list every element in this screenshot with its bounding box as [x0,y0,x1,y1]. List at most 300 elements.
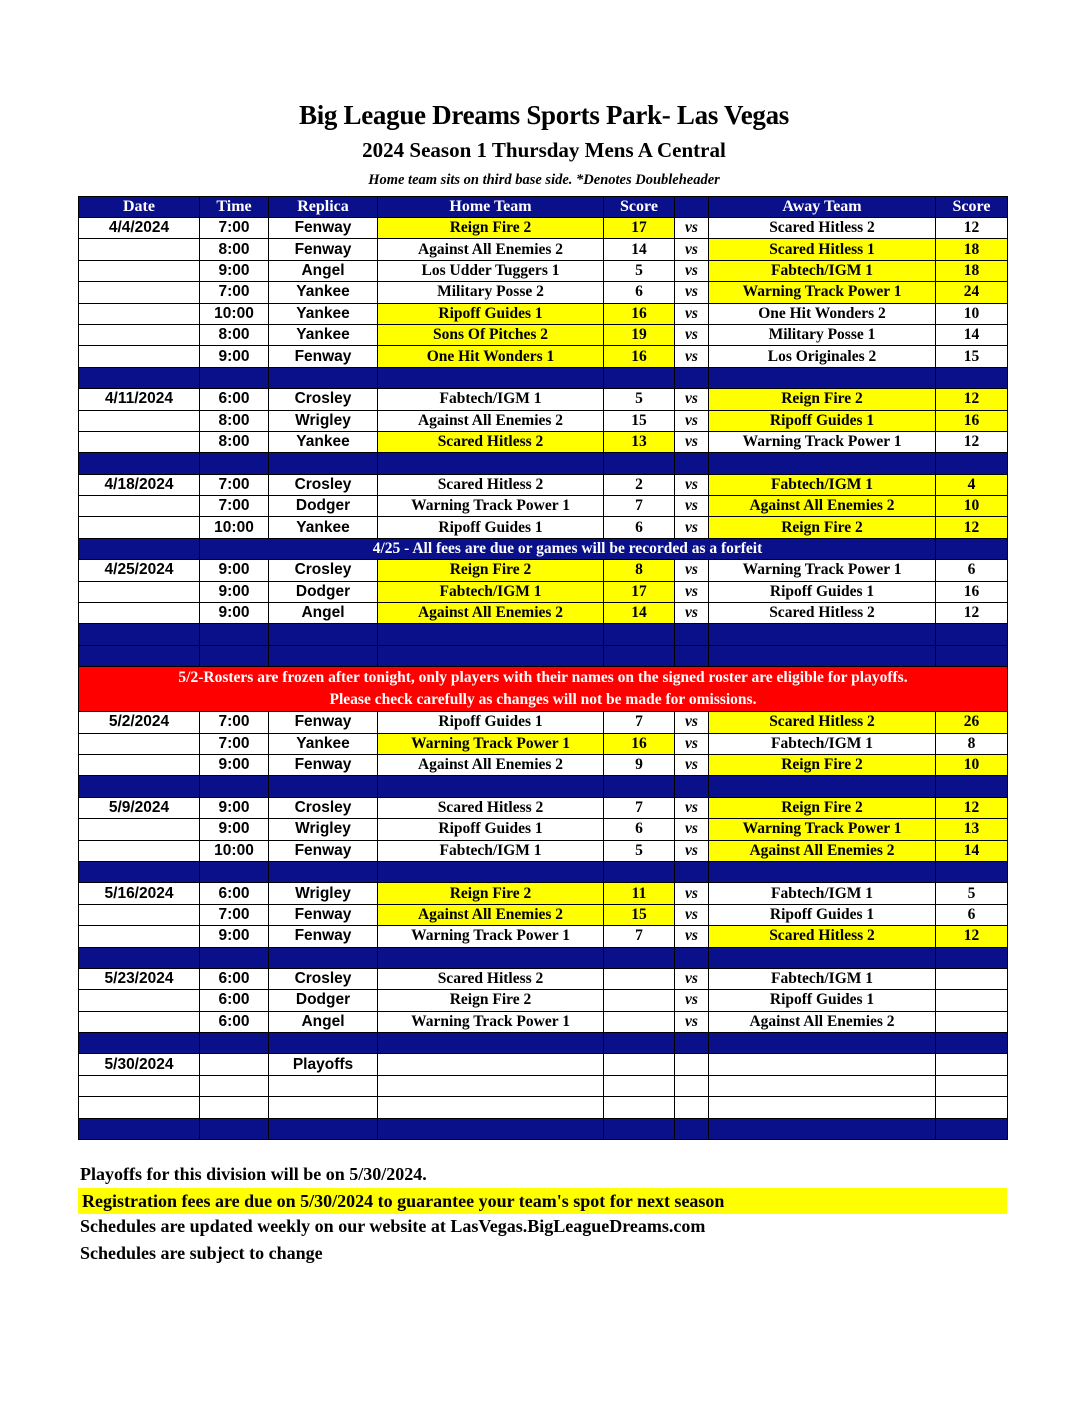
separator-cell [604,947,675,968]
home-score: 14 [604,603,675,624]
game-time: 9:00 [200,754,269,775]
game-field: Crosley [269,560,378,581]
week-separator-row [79,645,1008,666]
separator-cell [200,645,269,666]
vs-label [675,1097,709,1118]
separator-cell [378,367,604,388]
separator-cell [936,1033,1008,1054]
notice-blank-cell [79,538,200,559]
vs-label [675,1054,709,1075]
home-team [378,1054,604,1075]
col-header-date: Date [79,197,200,218]
footer-change-note: Schedules are subject to change [80,1243,323,1263]
home-team: One Hit Wonders 1 [378,346,604,367]
vs-label: vs [675,712,709,733]
game-date: 5/9/2024 [79,797,200,818]
game-date: 4/4/2024 [79,218,200,239]
separator-cell [269,1118,378,1139]
col-header-home-score: Score [604,197,675,218]
away-team [709,1075,936,1096]
game-field: Yankee [269,324,378,345]
separator-cell [675,947,709,968]
fees-notice-row [79,538,1008,559]
home-score: 16 [604,303,675,324]
away-team: Scared Hitless 2 [709,712,936,733]
home-team: Warning Track Power 1 [378,926,604,947]
away-team: Scared Hitless 2 [709,603,936,624]
game-date [79,926,200,947]
separator-cell [378,861,604,882]
game-row [79,431,1008,452]
away-team: Los Originales 2 [709,346,936,367]
game-row [79,1054,1008,1075]
game-field: Yankee [269,431,378,452]
separator-cell [709,624,936,645]
game-row [79,560,1008,581]
separator-cell [79,367,200,388]
game-field: Fenway [269,239,378,260]
away-team [709,1054,936,1075]
game-row [79,389,1008,410]
fees-notice: 4/25 - All fees are due or games will be recorded as a forfeit [200,538,936,559]
vs-label: vs [675,754,709,775]
home-score: 5 [604,389,675,410]
away-team [709,1097,936,1118]
game-date: 5/16/2024 [79,883,200,904]
away-team: Fabtech/IGM 1 [709,733,936,754]
game-row [79,282,1008,303]
game-time: 9:00 [200,560,269,581]
vs-label: vs [675,1011,709,1032]
game-row [79,346,1008,367]
separator-cell [675,453,709,474]
vs-label: vs [675,218,709,239]
week-separator-row [79,1118,1008,1139]
separator-cell [936,645,1008,666]
home-team: Ripoff Guides 1 [378,819,604,840]
footer-website-note: Schedules are updated weekly on our website at LasVegas.BigLeagueDreams.com [80,1216,706,1236]
game-row [79,904,1008,925]
home-score: 15 [604,410,675,431]
separator-cell [79,645,200,666]
week-separator-row [79,1033,1008,1054]
vs-label: vs [675,904,709,925]
separator-cell [200,624,269,645]
page-subtitle: 2024 Season 1 Thursday Mens A Central [362,138,726,162]
away-score: 6 [936,904,1008,925]
game-field: Fenway [269,840,378,861]
away-team: Reign Fire 2 [709,517,936,538]
away-score: 14 [936,324,1008,345]
game-date [79,517,200,538]
separator-cell [269,947,378,968]
home-score: 15 [604,904,675,925]
separator-cell [604,1118,675,1139]
separator-cell [709,776,936,797]
separator-cell [709,861,936,882]
home-team: Sons Of Pitches 2 [378,324,604,345]
game-field: Fenway [269,904,378,925]
home-team: Fabtech/IGM 1 [378,840,604,861]
schedule-table [78,196,1008,1140]
game-field: Dodger [269,496,378,517]
game-row [79,990,1008,1011]
game-time: 7:00 [200,474,269,495]
separator-cell [378,1033,604,1054]
away-score: 12 [936,603,1008,624]
game-date: 4/18/2024 [79,474,200,495]
game-field: Yankee [269,303,378,324]
away-score: 12 [936,926,1008,947]
home-score [604,1097,675,1118]
away-score: 24 [936,282,1008,303]
notice-blank-cell [936,538,1008,559]
away-score: 10 [936,754,1008,775]
away-score: 26 [936,712,1008,733]
separator-cell [675,1033,709,1054]
separator-cell [200,453,269,474]
roster-alert [79,667,1008,712]
col-header-away-score: Score [936,197,1008,218]
away-score: 12 [936,218,1008,239]
game-field: Wrigley [269,819,378,840]
home-team: Los Udder Tuggers 1 [378,260,604,281]
game-field: Wrigley [269,883,378,904]
vs-label: vs [675,346,709,367]
home-score [604,1054,675,1075]
away-score: 8 [936,733,1008,754]
home-score: 16 [604,733,675,754]
away-score [936,968,1008,989]
home-team: Against All Enemies 2 [378,603,604,624]
home-score: 13 [604,431,675,452]
week-separator-row [79,367,1008,388]
away-team: Warning Track Power 1 [709,431,936,452]
home-team: Ripoff Guides 1 [378,517,604,538]
away-score: 18 [936,260,1008,281]
away-team: Scared Hitless 1 [709,239,936,260]
game-row [79,1097,1008,1118]
game-date [79,324,200,345]
page-title: Big League Dreams Sports Park- Las Vegas [298,100,790,130]
away-score: 13 [936,819,1008,840]
away-team: Warning Track Power 1 [709,819,936,840]
game-field: Fenway [269,346,378,367]
game-row [79,883,1008,904]
away-team: Scared Hitless 2 [709,218,936,239]
home-score: 9 [604,754,675,775]
game-date [79,346,200,367]
game-time: 6:00 [200,883,269,904]
home-team: Scared Hitless 2 [378,797,604,818]
vs-label [675,1075,709,1096]
home-score: 11 [604,883,675,904]
home-score [604,968,675,989]
vs-label: vs [675,819,709,840]
game-date [79,733,200,754]
game-row [79,603,1008,624]
week-separator-row [79,861,1008,882]
away-score: 10 [936,496,1008,517]
separator-cell [378,1118,604,1139]
away-team: Ripoff Guides 1 [709,990,936,1011]
home-team [378,1075,604,1096]
separator-cell [269,1033,378,1054]
schedule-body [79,218,1008,1140]
game-date [79,282,200,303]
away-team: Fabtech/IGM 1 [709,968,936,989]
separator-cell [604,624,675,645]
separator-cell [378,947,604,968]
separator-cell [79,861,200,882]
vs-label: vs [675,239,709,260]
separator-cell [269,367,378,388]
game-row [79,926,1008,947]
game-time: 9:00 [200,926,269,947]
game-time: 9:00 [200,581,269,602]
separator-cell [79,624,200,645]
home-team: Ripoff Guides 1 [378,712,604,733]
away-score: 12 [936,389,1008,410]
separator-cell [675,624,709,645]
game-row [79,733,1008,754]
home-team: Reign Fire 2 [378,990,604,1011]
game-time [200,1097,269,1118]
game-field: Wrigley [269,410,378,431]
home-score [604,1011,675,1032]
away-score: 16 [936,410,1008,431]
away-score: 12 [936,517,1008,538]
home-score: 2 [604,474,675,495]
home-score: 19 [604,324,675,345]
away-score: 14 [936,840,1008,861]
game-field: Crosley [269,389,378,410]
home-team: Against All Enemies 2 [378,904,604,925]
vs-label: vs [675,324,709,345]
game-time: 9:00 [200,797,269,818]
game-time: 10:00 [200,303,269,324]
home-team: Scared Hitless 2 [378,474,604,495]
home-score: 16 [604,346,675,367]
roster-alert-row [79,667,1008,712]
game-time: 7:00 [200,218,269,239]
game-date [79,819,200,840]
game-date [79,431,200,452]
away-score: 15 [936,346,1008,367]
away-team: Military Posse 1 [709,324,936,345]
game-field: Fenway [269,218,378,239]
game-row [79,239,1008,260]
home-team: Fabtech/IGM 1 [378,389,604,410]
home-team: Against All Enemies 2 [378,410,604,431]
game-row [79,517,1008,538]
game-time: 9:00 [200,260,269,281]
home-score: 7 [604,926,675,947]
game-date: 4/11/2024 [79,389,200,410]
away-team: Reign Fire 2 [709,754,936,775]
home-score: 6 [604,517,675,538]
away-team: Fabtech/IGM 1 [709,260,936,281]
game-field: Fenway [269,754,378,775]
game-row [79,1011,1008,1032]
game-date [79,410,200,431]
away-score: 12 [936,431,1008,452]
away-team: Warning Track Power 1 [709,560,936,581]
separator-cell [604,776,675,797]
home-score: 5 [604,840,675,861]
home-team: Scared Hitless 2 [378,968,604,989]
vs-label: vs [675,560,709,581]
game-field: Yankee [269,733,378,754]
separator-cell [269,624,378,645]
away-score: 16 [936,581,1008,602]
separator-cell [604,453,675,474]
col-header-replica: Replica [269,197,378,218]
separator-cell [200,776,269,797]
separator-cell [709,1118,936,1139]
col-header-vs [675,197,709,218]
game-row [79,1075,1008,1096]
separator-cell [378,453,604,474]
separator-cell [709,645,936,666]
home-score [604,1075,675,1096]
away-team: One Hit Wonders 2 [709,303,936,324]
vs-label: vs [675,926,709,947]
roster-alert-line: Please check carefully as changes will not be made for omissions. [329,691,757,709]
game-time [200,1075,269,1096]
away-team: Against All Enemies 2 [709,840,936,861]
away-team: Ripoff Guides 1 [709,904,936,925]
game-field: Yankee [269,282,378,303]
footer-playoffs-note: Playoffs for this division will be on 5/30/2024. [80,1164,427,1184]
home-score: 14 [604,239,675,260]
separator-cell [269,453,378,474]
game-time [200,1054,269,1075]
game-field: Crosley [269,797,378,818]
away-score: 10 [936,303,1008,324]
week-separator-row [79,453,1008,474]
col-header-away-team: Away Team [709,197,936,218]
game-row [79,410,1008,431]
game-field: Dodger [269,990,378,1011]
vs-label: vs [675,496,709,517]
game-time: 7:00 [200,496,269,517]
game-date [79,239,200,260]
game-time: 6:00 [200,1011,269,1032]
game-field: Angel [269,260,378,281]
separator-cell [200,861,269,882]
vs-label: vs [675,282,709,303]
game-date [79,303,200,324]
game-row [79,474,1008,495]
separator-cell [675,645,709,666]
game-date [79,1075,200,1096]
away-score: 18 [936,239,1008,260]
separator-cell [79,453,200,474]
separator-cell [378,776,604,797]
game-row [79,496,1008,517]
col-header-time: Time [200,197,269,218]
vs-label: vs [675,517,709,538]
game-field [269,1097,378,1118]
vs-label: vs [675,840,709,861]
game-date [79,603,200,624]
vs-label: vs [675,581,709,602]
week-separator-row [79,947,1008,968]
vs-label: vs [675,410,709,431]
home-score [604,990,675,1011]
game-field: Crosley [269,474,378,495]
separator-cell [200,1033,269,1054]
home-team: Against All Enemies 2 [378,754,604,775]
vs-label: vs [675,389,709,410]
game-time: 8:00 [200,324,269,345]
away-score [936,990,1008,1011]
vs-label: vs [675,303,709,324]
home-score: 6 [604,282,675,303]
separator-cell [675,1118,709,1139]
game-date: 5/2/2024 [79,712,200,733]
away-score [936,1011,1008,1032]
away-score: 4 [936,474,1008,495]
game-field: Yankee [269,517,378,538]
game-row [79,303,1008,324]
game-field: Angel [269,1011,378,1032]
away-team: Against All Enemies 2 [709,1011,936,1032]
away-team: Ripoff Guides 1 [709,581,936,602]
separator-cell [269,776,378,797]
away-team: Reign Fire 2 [709,389,936,410]
game-row [79,218,1008,239]
separator-cell [604,861,675,882]
separator-cell [936,947,1008,968]
game-field: Fenway [269,926,378,947]
home-team: Reign Fire 2 [378,883,604,904]
game-row [79,260,1008,281]
game-row [79,819,1008,840]
separator-cell [79,1033,200,1054]
game-date [79,840,200,861]
game-date [79,260,200,281]
game-field: Fenway [269,712,378,733]
roster-alert-line: 5/2-Rosters are frozen after tonight, only players with their names on the signed roster are eligible for playoffs. [178,669,908,687]
home-score: 6 [604,819,675,840]
home-team: Warning Track Power 1 [378,1011,604,1032]
game-time: 6:00 [200,990,269,1011]
home-score: 7 [604,496,675,517]
home-team: Warning Track Power 1 [378,496,604,517]
separator-cell [378,645,604,666]
separator-cell [269,645,378,666]
vs-label: vs [675,603,709,624]
game-time: 6:00 [200,389,269,410]
away-score [936,1075,1008,1096]
game-time: 9:00 [200,603,269,624]
away-team: Against All Enemies 2 [709,496,936,517]
game-row [79,581,1008,602]
home-score: 17 [604,581,675,602]
home-score: 17 [604,218,675,239]
separator-cell [604,1033,675,1054]
game-time: 9:00 [200,346,269,367]
game-row [79,840,1008,861]
away-team: Fabtech/IGM 1 [709,474,936,495]
table-header-row [79,197,1008,218]
vs-label: vs [675,474,709,495]
separator-cell [936,453,1008,474]
away-team: Fabtech/IGM 1 [709,883,936,904]
separator-cell [936,861,1008,882]
